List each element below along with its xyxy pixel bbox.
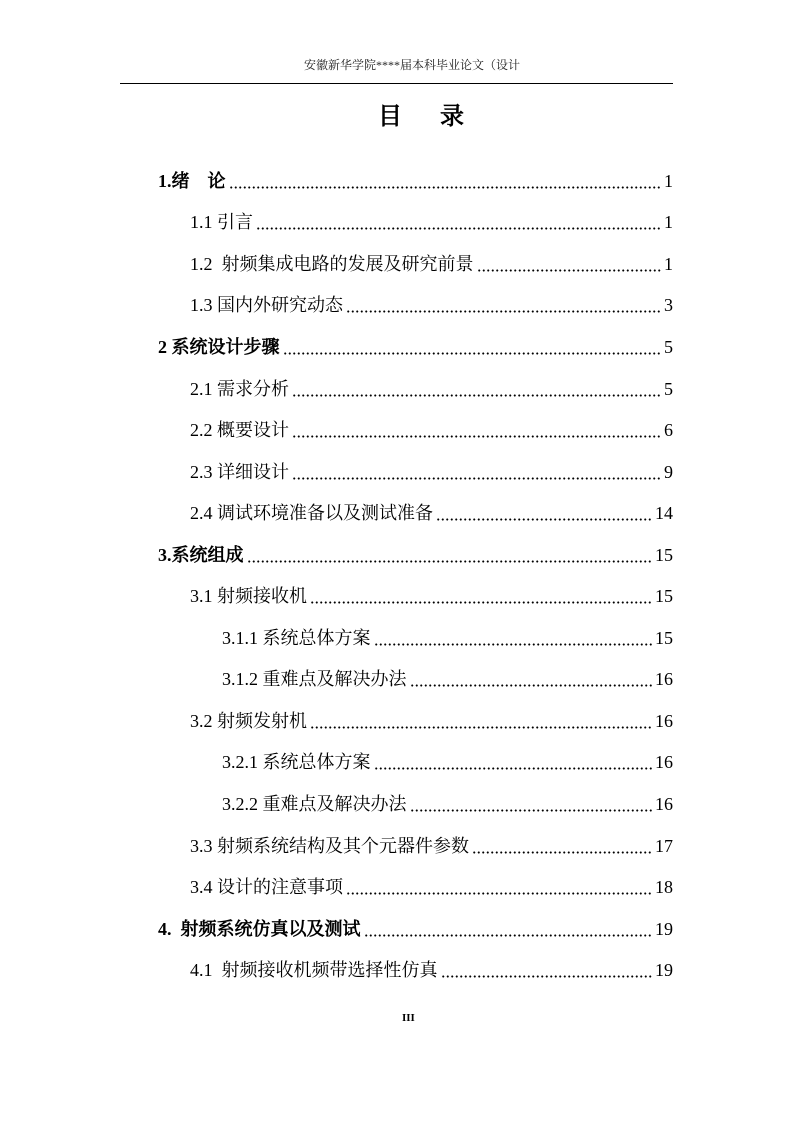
toc-entry-page-number: 14 <box>655 503 673 524</box>
toc-entry <box>222 783 673 825</box>
toc-title: 目 录 <box>378 104 480 130</box>
toc-entry-page-number: 1 <box>664 253 673 274</box>
page-header-text: 安徽新华学院****届本科毕业论文（设计 <box>304 58 521 72</box>
toc-entry-page-number: 5 <box>664 378 673 399</box>
toc-entry-label: 3.2.1 系统总体方案 <box>222 752 371 773</box>
toc-entry-page-number: 16 <box>655 669 673 690</box>
toc-entry-label: 3.2.2 重难点及解决办法 <box>222 793 407 814</box>
toc-entry-label: 1.3 国内外研究动态 <box>190 295 343 316</box>
toc-entry-page-number: 5 <box>664 336 673 357</box>
toc-entry <box>222 617 673 659</box>
toc-entry <box>190 285 673 327</box>
toc-dot-leader <box>310 711 652 731</box>
toc-dot-leader <box>472 836 652 856</box>
toc-dot-leader <box>256 212 661 232</box>
toc-entry-page-number: 16 <box>655 793 673 814</box>
page-number: III <box>402 1012 415 1024</box>
toc-entry-page-number: 15 <box>655 544 673 565</box>
toc-entry <box>190 825 673 867</box>
toc-entry-label: 3.系统组成 <box>158 544 244 565</box>
header-divider <box>120 83 673 84</box>
toc-entry-page-number: 16 <box>655 752 673 773</box>
toc-entry-page-number: 1 <box>664 212 673 233</box>
toc-entry <box>190 949 673 991</box>
toc-entry-page-number: 3 <box>664 295 673 316</box>
toc-entry-label: 2.1 需求分析 <box>190 378 289 399</box>
toc-entry <box>190 368 673 410</box>
toc-entry-label: 2 系统设计步骤 <box>158 336 280 357</box>
toc-entry <box>222 742 673 784</box>
toc-entry <box>158 160 673 202</box>
toc-entry-page-number: 19 <box>655 918 673 939</box>
toc-dot-leader <box>436 503 652 523</box>
toc-entry-label: 3.2 射频发射机 <box>190 710 307 731</box>
toc-entry-label: 1.绪 论 <box>158 170 226 191</box>
toc-entry-page-number: 15 <box>655 586 673 607</box>
toc-entry <box>190 700 673 742</box>
toc-entry-page-number: 16 <box>655 710 673 731</box>
toc-entry-label: 3.1.2 重难点及解决办法 <box>222 669 407 690</box>
toc-entry-label: 1.1 引言 <box>190 212 253 233</box>
toc-entry-label: 2.4 调试环境准备以及测试准备 <box>190 503 433 524</box>
toc-dot-leader <box>410 794 653 814</box>
toc-entry-page-number: 15 <box>655 627 673 648</box>
toc-dot-leader <box>247 545 653 565</box>
toc-dot-leader <box>283 337 662 357</box>
toc-entry <box>158 326 673 368</box>
toc-entry-page-number: 19 <box>655 960 673 981</box>
toc-entry <box>158 908 673 950</box>
toc-entry-page-number: 6 <box>664 420 673 441</box>
toc-entry-label: 2.3 详细设计 <box>190 461 289 482</box>
toc-entry-label: 3.4 设计的注意事项 <box>190 877 343 898</box>
toc-dot-leader <box>441 960 653 980</box>
toc-entry-label: 3.1 射频接收机 <box>190 586 307 607</box>
toc-entry <box>190 451 673 493</box>
toc-dot-leader <box>229 171 662 191</box>
toc-entry <box>158 534 673 576</box>
toc-entry <box>222 659 673 701</box>
toc-entry-label: 1.2 射频集成电路的发展及研究前景 <box>190 253 474 274</box>
toc-dot-leader <box>374 752 653 772</box>
toc-entry-page-number: 17 <box>655 835 673 856</box>
toc-entry-label: 4. 射频系统仿真以及测试 <box>158 918 361 939</box>
toc-entry <box>190 492 673 534</box>
toc-entry <box>190 866 673 908</box>
toc-entry <box>190 202 673 244</box>
toc-dot-leader <box>292 462 661 482</box>
toc-entry-label: 3.1.1 系统总体方案 <box>222 627 371 648</box>
toc-dot-leader <box>310 586 652 606</box>
toc-entry-label: 3.3 射频系统结构及其个元器件参数 <box>190 835 469 856</box>
toc-entry-page-number: 18 <box>655 877 673 898</box>
toc-entry-label: 4.1 射频接收机频带选择性仿真 <box>190 960 438 981</box>
toc-entry <box>190 575 673 617</box>
toc-dot-leader <box>410 669 653 689</box>
toc-entry-label: 2.2 概要设计 <box>190 420 289 441</box>
toc-entry-page-number: 9 <box>664 461 673 482</box>
toc-dot-leader <box>346 877 652 897</box>
toc-dot-leader <box>477 254 662 274</box>
toc-dot-leader <box>374 628 653 648</box>
toc-entry-page-number: 1 <box>664 170 673 191</box>
table-of-contents <box>0 160 673 991</box>
toc-dot-leader <box>364 919 653 939</box>
toc-dot-leader <box>346 295 661 315</box>
toc-dot-leader <box>292 379 661 399</box>
toc-entry <box>190 243 673 285</box>
toc-entry <box>190 409 673 451</box>
toc-dot-leader <box>292 420 661 440</box>
